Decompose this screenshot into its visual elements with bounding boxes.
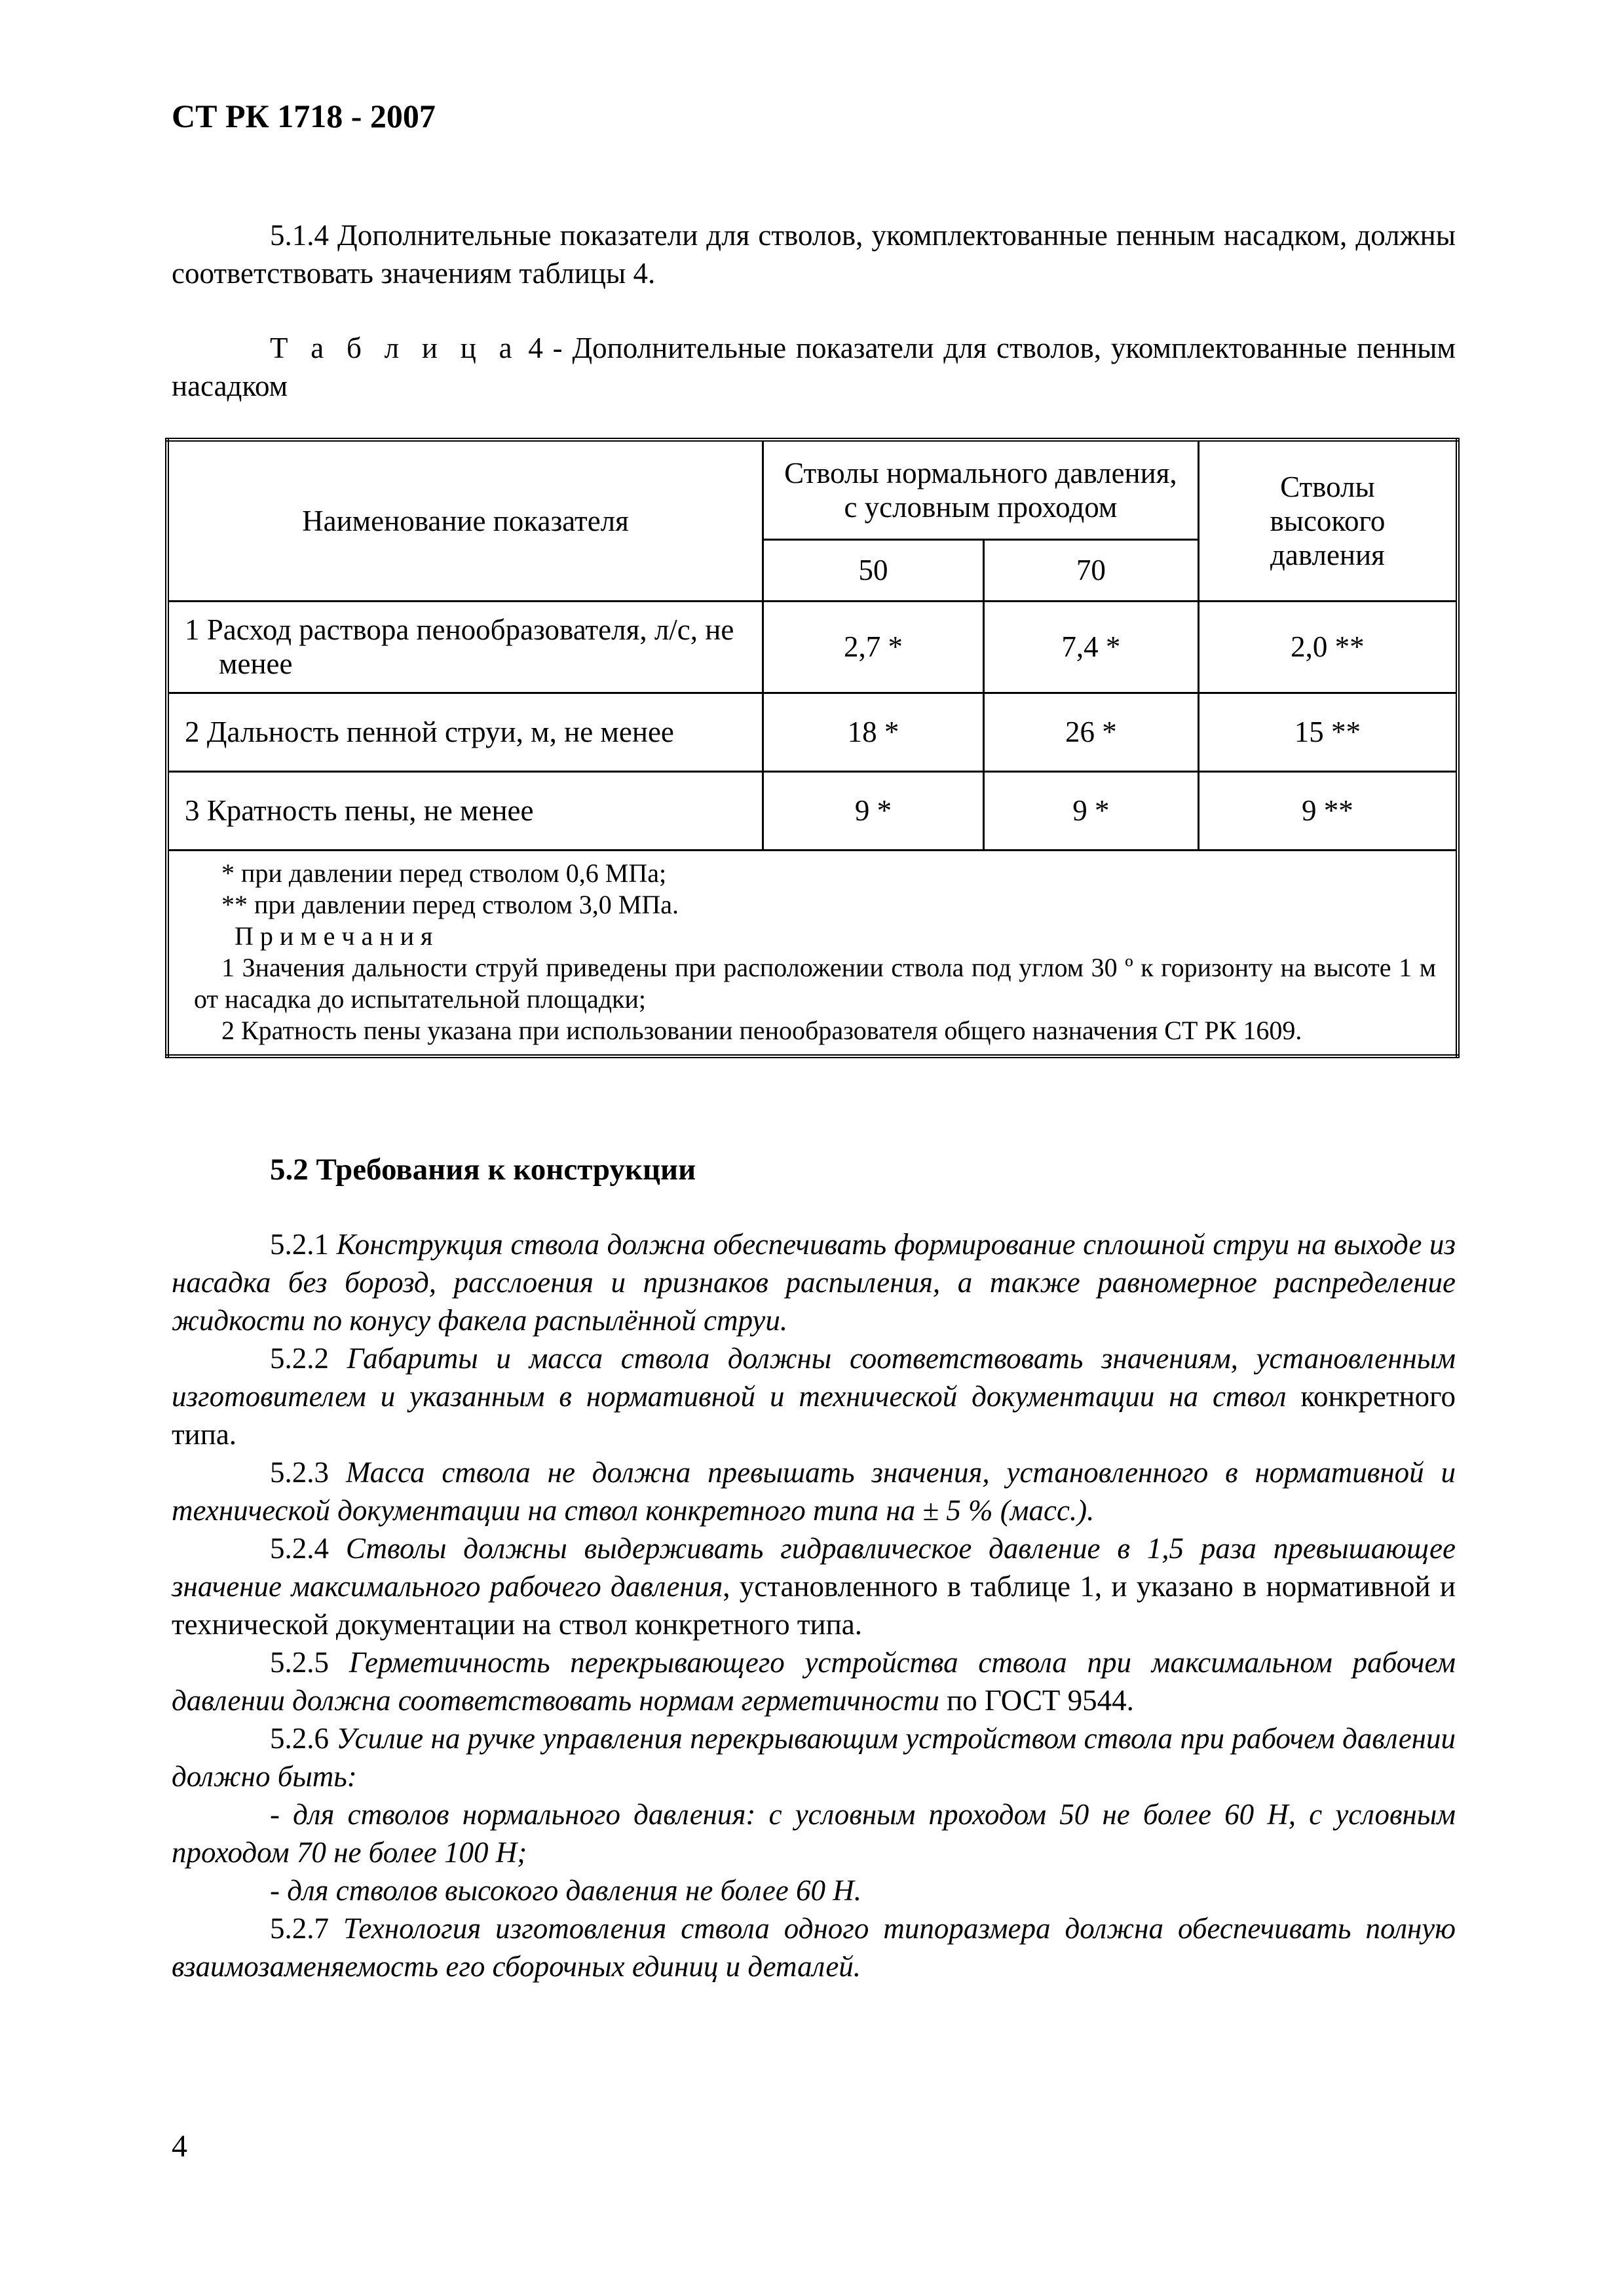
- indicators-table: [165, 438, 1460, 1058]
- paragraph-5-2-4: 5.2.4 Стволы должны выдерживать гидравлическое давление в 1,5 раза превышающее значение максимального рабочего давления, установленного в таблице 1, и указано в нормативной и технической документации на ствол конкретного типа.: [172, 1532, 1456, 1641]
- row-2-value-high: 15 **: [1198, 693, 1458, 771]
- table-caption: [172, 329, 1456, 405]
- paragraph-5-2-3: 5.2.3 Масса ствола не должна превышать значения, установленного в нормативной и технической документации на ствол конкретного типа на ± 5 % (масс.).: [172, 1456, 1456, 1527]
- paragraph-5-2-6-item-2: - для стволов высокого давления не более 60 Н.: [270, 1874, 861, 1907]
- row-1-name: 1 Расход раствора пенообразователя, л/с, не менее: [167, 601, 763, 693]
- footnote-double-star: ** при давлении перед стволом 3,0 МПа.: [221, 889, 679, 919]
- header-col-50: 50: [763, 539, 983, 601]
- paragraph-5-2-6-item-1: - для стволов нормального давления: с условным проходом 50 не более 60 Н, с условным проходом 70 не более 100 Н;: [172, 1798, 1456, 1869]
- table-row: [167, 771, 1458, 850]
- notes-title: П р и м е ч а н и я: [235, 921, 433, 951]
- header-col-70: 70: [983, 539, 1198, 601]
- section-heading-5-2: 5.2 Требования к конструкции: [270, 1153, 696, 1187]
- table-notes-row: [167, 850, 1458, 1056]
- row-1-value-high: 2,0 **: [1198, 601, 1458, 693]
- note-1: 1 Значения дальности струй приведены при расположении ствола под углом 30 º к горизонту на высоте 1 м от насадка до испытательной площадки;: [194, 952, 1436, 1014]
- row-1-value-50: 2,7 *: [763, 601, 983, 693]
- row-2-name: 2 Дальность пенной струи, м, не менее: [167, 693, 763, 771]
- table-notes: [167, 850, 1458, 1056]
- page-number: 4: [172, 2129, 187, 2164]
- row-3-name: 3 Кратность пены, не менее: [167, 771, 763, 850]
- header-indicator-name: Наименование показателя: [167, 440, 763, 601]
- table-row: [167, 601, 1458, 693]
- row-3-value-50: 9 *: [763, 771, 983, 850]
- paragraph-5-1-4: 5.1.4 Дополнительные показатели для стволов, укомплектованные пенным насадком, должны соответствовать значениям таблицы 4.: [172, 219, 1456, 290]
- row-1-value-70: 7,4 *: [983, 601, 1198, 693]
- table-caption-text: 4 - Дополнительные показатели для стволов, укомплектованные пенным насадком: [172, 332, 1456, 402]
- table-row: [167, 693, 1458, 771]
- paragraph-5-2-5: 5.2.5 Герметичность перекрывающего устройства ствола при максимальном рабочем давлении должна соответствовать нормам герметичности по ГОСТ 9544.: [172, 1646, 1456, 1717]
- header-normal-pressure: Стволы нормального давления, с условным проходом: [763, 440, 1198, 539]
- table-caption-label: Т а б л и ц а: [270, 332, 519, 364]
- paragraph-5-2-1: 5.2.1 Конструкция ствола должна обеспечивать формирование сплошной струи на выходе из насадка без борозд, расслоения и признаков распыления, а также равномерное распределение жидкости по конусу факела распылённой струи.: [172, 1228, 1456, 1337]
- row-2-value-50: 18 *: [763, 693, 983, 771]
- row-3-value-70: 9 *: [983, 771, 1198, 850]
- paragraph-5-2-7: 5.2.7 Технология изготовления ствола одного типоразмера должна обеспечивать полную взаимозаменяемость его сборочных единиц и деталей.: [172, 1912, 1456, 1983]
- footnote-single-star: * при давлении перед стволом 0,6 МПа;: [221, 858, 667, 888]
- document-code-header: СТ РК 1718 - 2007: [172, 98, 436, 134]
- row-2-value-70: 26 *: [983, 693, 1198, 771]
- paragraph-5-2-6: 5.2.6 Усилие на ручке управления перекрывающим устройством ствола при рабочем давлении должно быть:: [172, 1722, 1456, 1793]
- note-2: 2 Кратность пены указана при использовании пенообразователя общего назначения СТ РК 1609.: [221, 1015, 1302, 1045]
- row-3-value-high: 9 **: [1198, 771, 1458, 850]
- header-high-pressure: Стволы высокого давления: [1198, 440, 1458, 601]
- paragraph-5-2-2: 5.2.2 Габариты и масса ствола должны соответствовать значениям, установленным изготовителем и указанным в нормативной и технической документации на ствол конкретного типа.: [172, 1342, 1456, 1451]
- table-header-row: [167, 440, 1458, 539]
